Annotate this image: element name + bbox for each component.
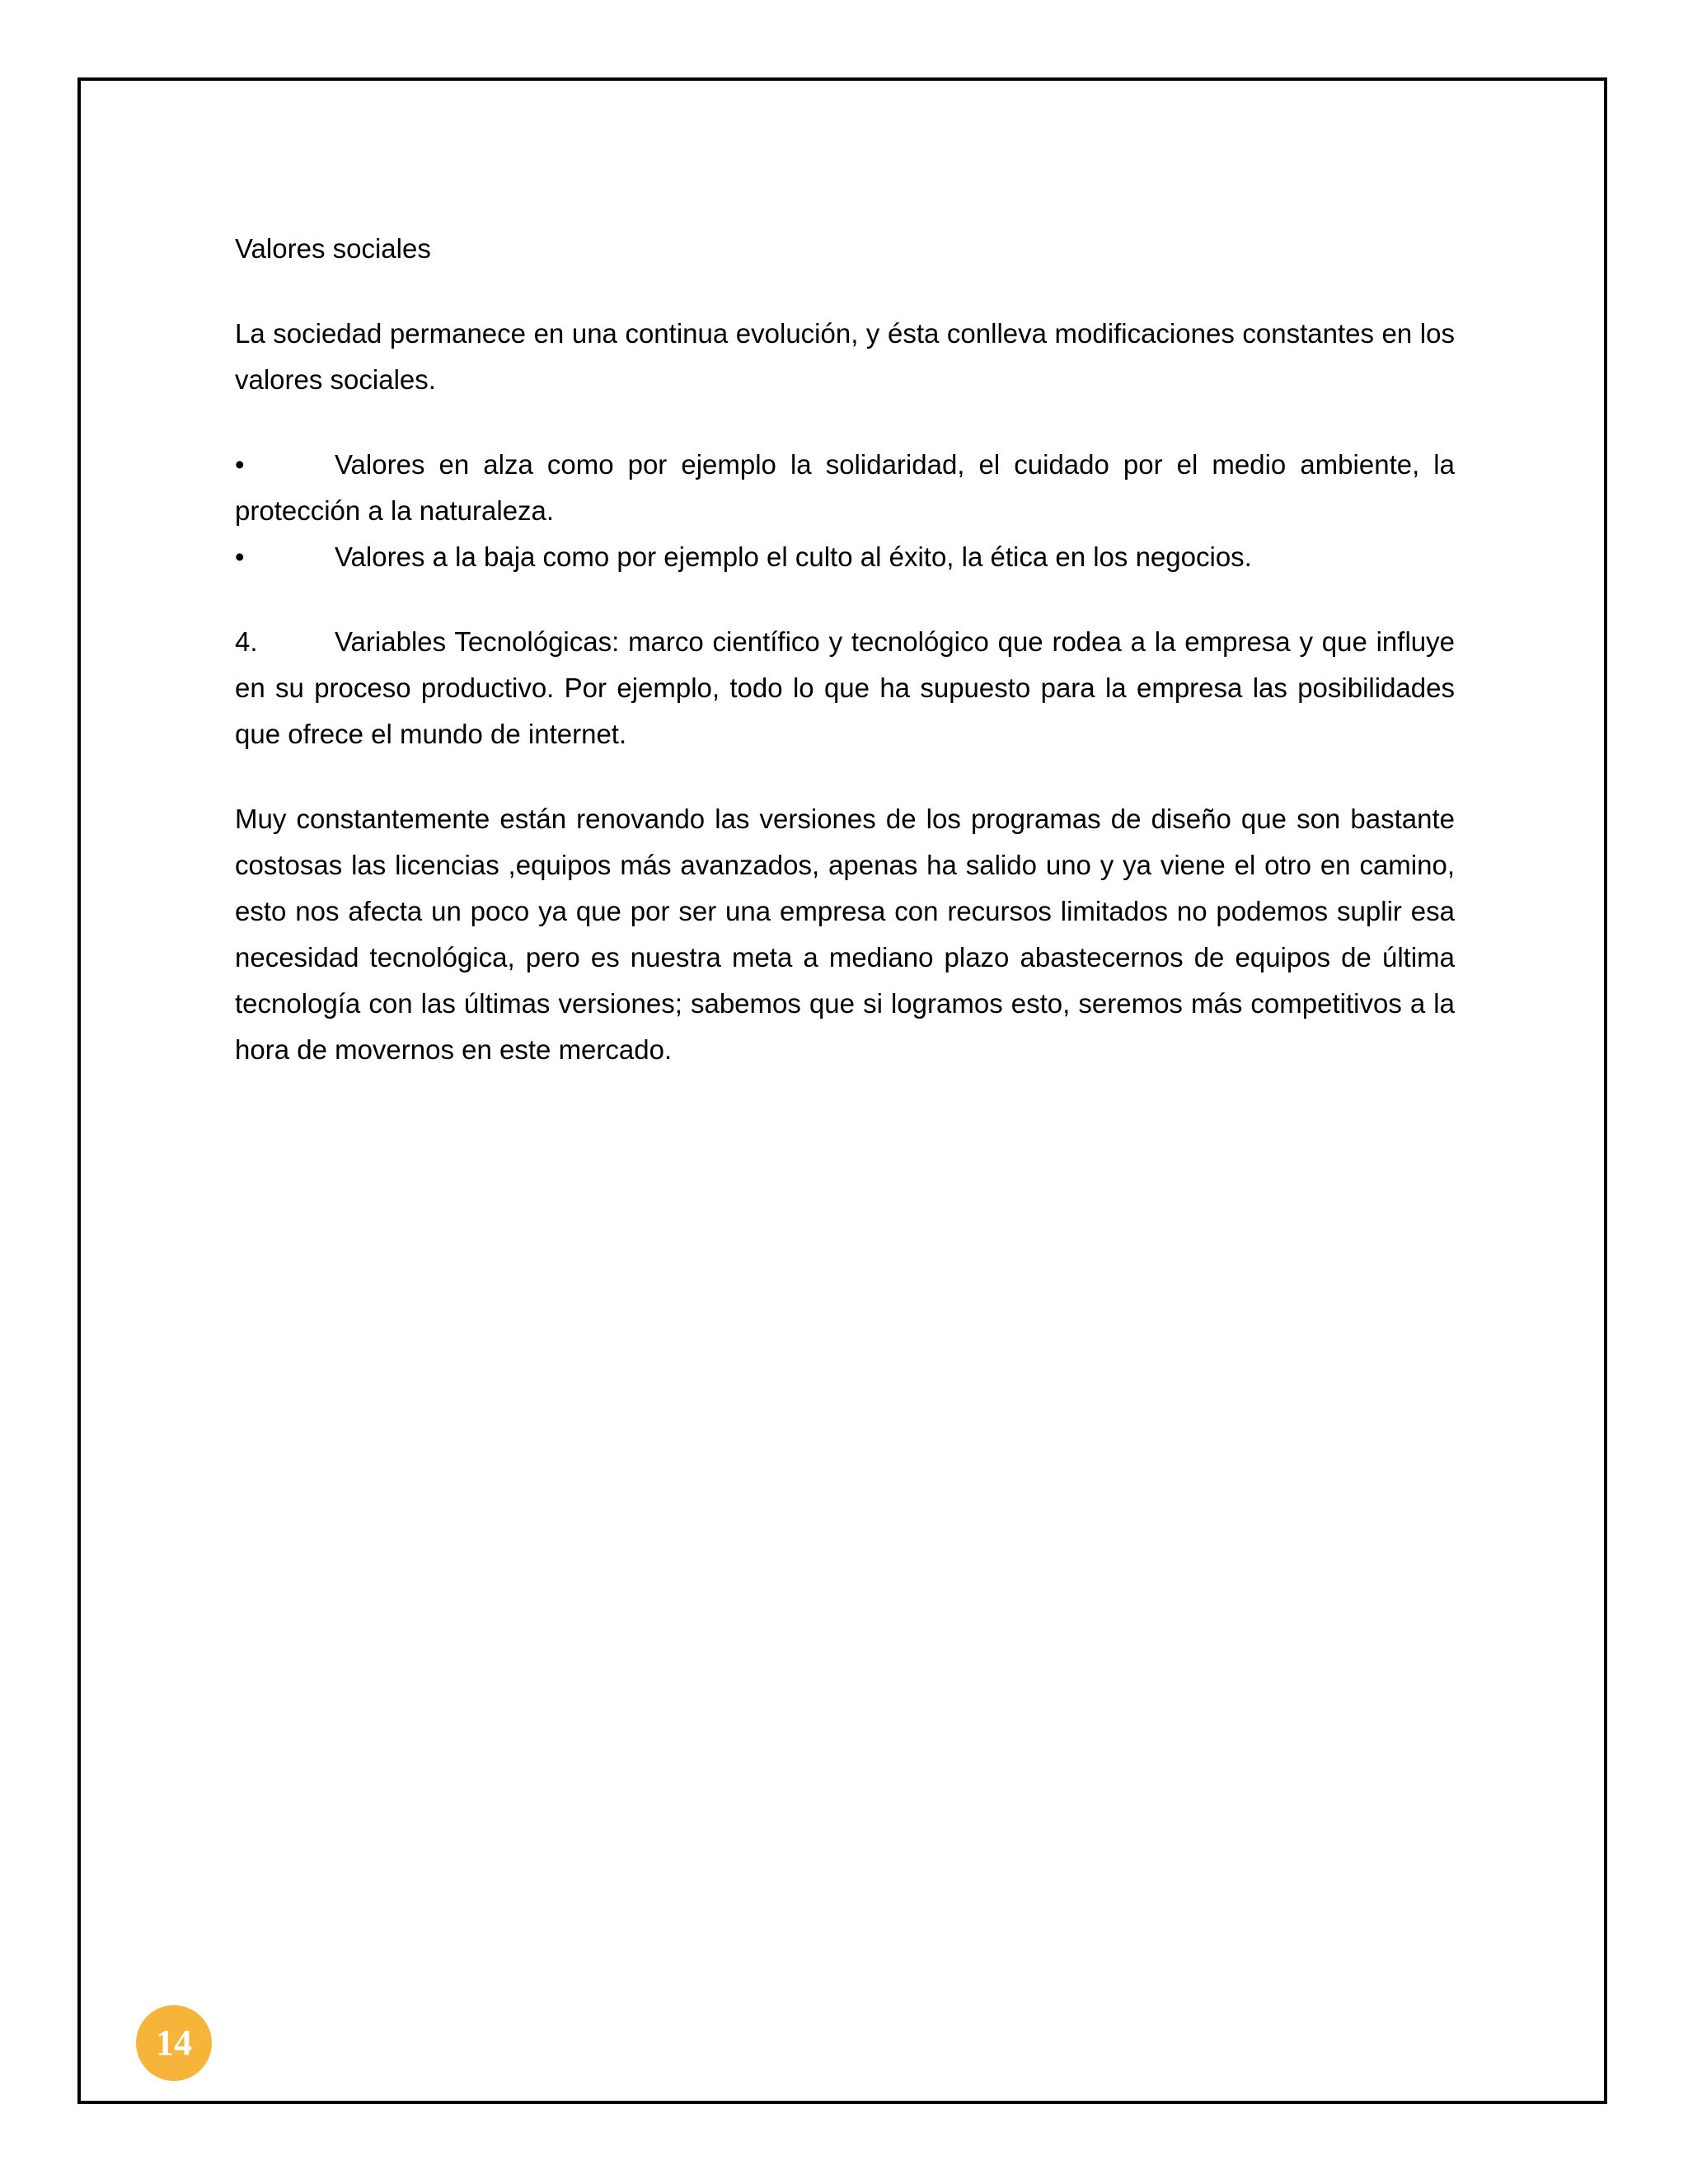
bullet-marker: • bbox=[235, 541, 245, 572]
bullet-marker: • bbox=[235, 449, 245, 480]
number-marker: 4. bbox=[235, 626, 258, 657]
list-item-text: Valores en alza como por ejemplo la solidaridad, el cuidado por el medio ambiente, la protección a la naturaleza. bbox=[235, 449, 1455, 526]
numbered-paragraph-text: Variables Tecnológicas: marco científico y tecnológico que rodea a la empresa y que influye en su proceso productivo. Por ejemplo, todo lo que ha supuesto para la empresa las posibilidades que ofrece el mundo de internet. bbox=[235, 626, 1455, 749]
page-number-badge: 14 bbox=[136, 2005, 212, 2081]
section-heading: Valores sociales bbox=[235, 233, 431, 264]
list-item bbox=[235, 442, 1455, 534]
list-item-text: Valores a la baja como por ejemplo el culto al éxito, la ética en los negocios. bbox=[335, 541, 1252, 572]
values-list bbox=[235, 442, 1455, 580]
page-content bbox=[235, 226, 1455, 1112]
closing-paragraph: Muy constantemente están renovando las versiones de los programas de diseño que son bastante costosas las licencias ,equipos más avanzados, apenas ha salido uno y ya viene el otro en camino, esto nos afecta un poco ya que por ser una empresa con recursos limitados no podemos suplir esa necesidad tecnológica, pero es nuestra meta a mediano plazo abastecernos de equipos de última tecnología con las últimas versiones; sabemos que si logramos esto, seremos más competitivos a la hora de movernos en este mercado. bbox=[235, 804, 1455, 1065]
list-item bbox=[235, 534, 1455, 580]
intro-paragraph: La sociedad permanece en una continua evolución, y ésta conlleva modificaciones constantes en los valores sociales. bbox=[235, 318, 1455, 395]
numbered-paragraph bbox=[235, 619, 1455, 757]
